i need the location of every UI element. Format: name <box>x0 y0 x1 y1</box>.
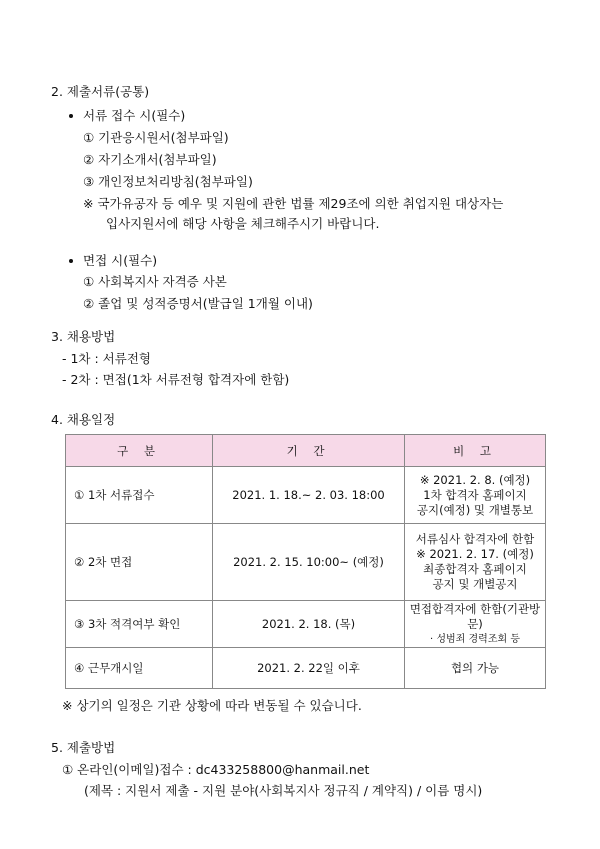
interview-item: ① 사회복지사 자격증 사본 <box>83 274 227 289</box>
section3-title: 3. 채용방법 <box>51 329 116 344</box>
interview-item: ② 졸업 및 성적증명서(발급일 1개월 이내) <box>83 296 313 311</box>
note-line: 공지(예정) 및 개별통보 <box>416 502 534 517</box>
section2-title: 2. 제출서류(공통) <box>51 84 150 99</box>
interview-bullet: 면접 시(필수) <box>83 253 158 268</box>
schedule-table <box>65 434 546 689</box>
table-row <box>66 524 546 601</box>
online-submission: ① 온라인(이메일)접수 : dc433258800@hanmail.net <box>62 762 370 777</box>
stage-cell: ④ 근무개시일 <box>66 648 213 689</box>
section4-title: 4. 채용일정 <box>51 412 116 427</box>
note-line: ※ 2021. 2. 17. (예정) <box>416 547 534 561</box>
note-line: ※ 2021. 2. 8. (예정) <box>419 472 531 487</box>
period-cell: 2021. 1. 18.~ 2. 03. 18:00 <box>213 467 405 524</box>
bullet-icon <box>69 114 73 118</box>
note-line: 공지 및 개별공지 <box>432 577 518 591</box>
method-item: - 2차 : 면접(1차 서류전형 합격자에 한함) <box>62 372 290 387</box>
header-note: 비 고 <box>405 435 546 467</box>
schedule-footnote: ※ 상기의 일정은 기관 상황에 따라 변동될 수 있습니다. <box>62 698 362 713</box>
doc-item: ② 자기소개서(첨부파일) <box>83 152 217 167</box>
doc-bullet: 서류 접수 시(필수) <box>83 108 186 123</box>
doc-note-line2: 입사지원서에 해당 사항을 체크해주시기 바랍니다. <box>106 216 380 231</box>
table-row <box>66 467 546 524</box>
doc-item: ③ 개인정보처리방침(첨부파일) <box>83 174 253 189</box>
note-cell <box>405 648 546 689</box>
doc-item: ① 기관응시원서(첨부파일) <box>83 130 229 145</box>
table-header-row <box>66 435 546 467</box>
note-line: 면접합격자에 한함(기관방문) <box>409 601 541 631</box>
note-line: 서류심사 합격자에 한함 <box>415 532 535 546</box>
stage-cell: ① 1차 서류접수 <box>66 467 213 524</box>
note-cell <box>405 524 546 601</box>
period-cell: 2021. 2. 18. (목) <box>213 601 405 648</box>
stage-cell: ② 2차 면접 <box>66 524 213 601</box>
table-row <box>66 601 546 648</box>
subject-instruction: (제목 : 지원서 제출 - 지원 분야(사회복지사 정규직 / 계약직) / 이름 명시) <box>84 783 483 798</box>
header-stage: 구 분 <box>66 435 213 467</box>
note-cell <box>405 467 546 524</box>
header-period: 기 간 <box>213 435 405 467</box>
note-line: 1차 합격자 홈페이지 <box>423 487 527 502</box>
table-row <box>66 648 546 689</box>
note-line: 협의 가능 <box>450 660 500 675</box>
bullet-icon <box>69 259 73 263</box>
note-line: 최종합격자 홈페이지 <box>423 562 527 576</box>
note-cell <box>405 601 546 648</box>
note-line: · 성범죄 경력조회 등 <box>430 633 520 645</box>
method-item: - 1차 : 서류전형 <box>62 351 151 366</box>
section5-title: 5. 제출방법 <box>51 740 116 755</box>
period-cell: 2021. 2. 22일 이후 <box>213 648 405 689</box>
period-cell: 2021. 2. 15. 10:00~ (예정) <box>213 524 405 601</box>
doc-note-line1: ※ 국가유공자 등 예우 및 지원에 관한 법률 제29조에 의한 취업지원 대상자는 <box>83 196 504 211</box>
stage-cell: ③ 3차 적격여부 확인 <box>66 601 213 648</box>
